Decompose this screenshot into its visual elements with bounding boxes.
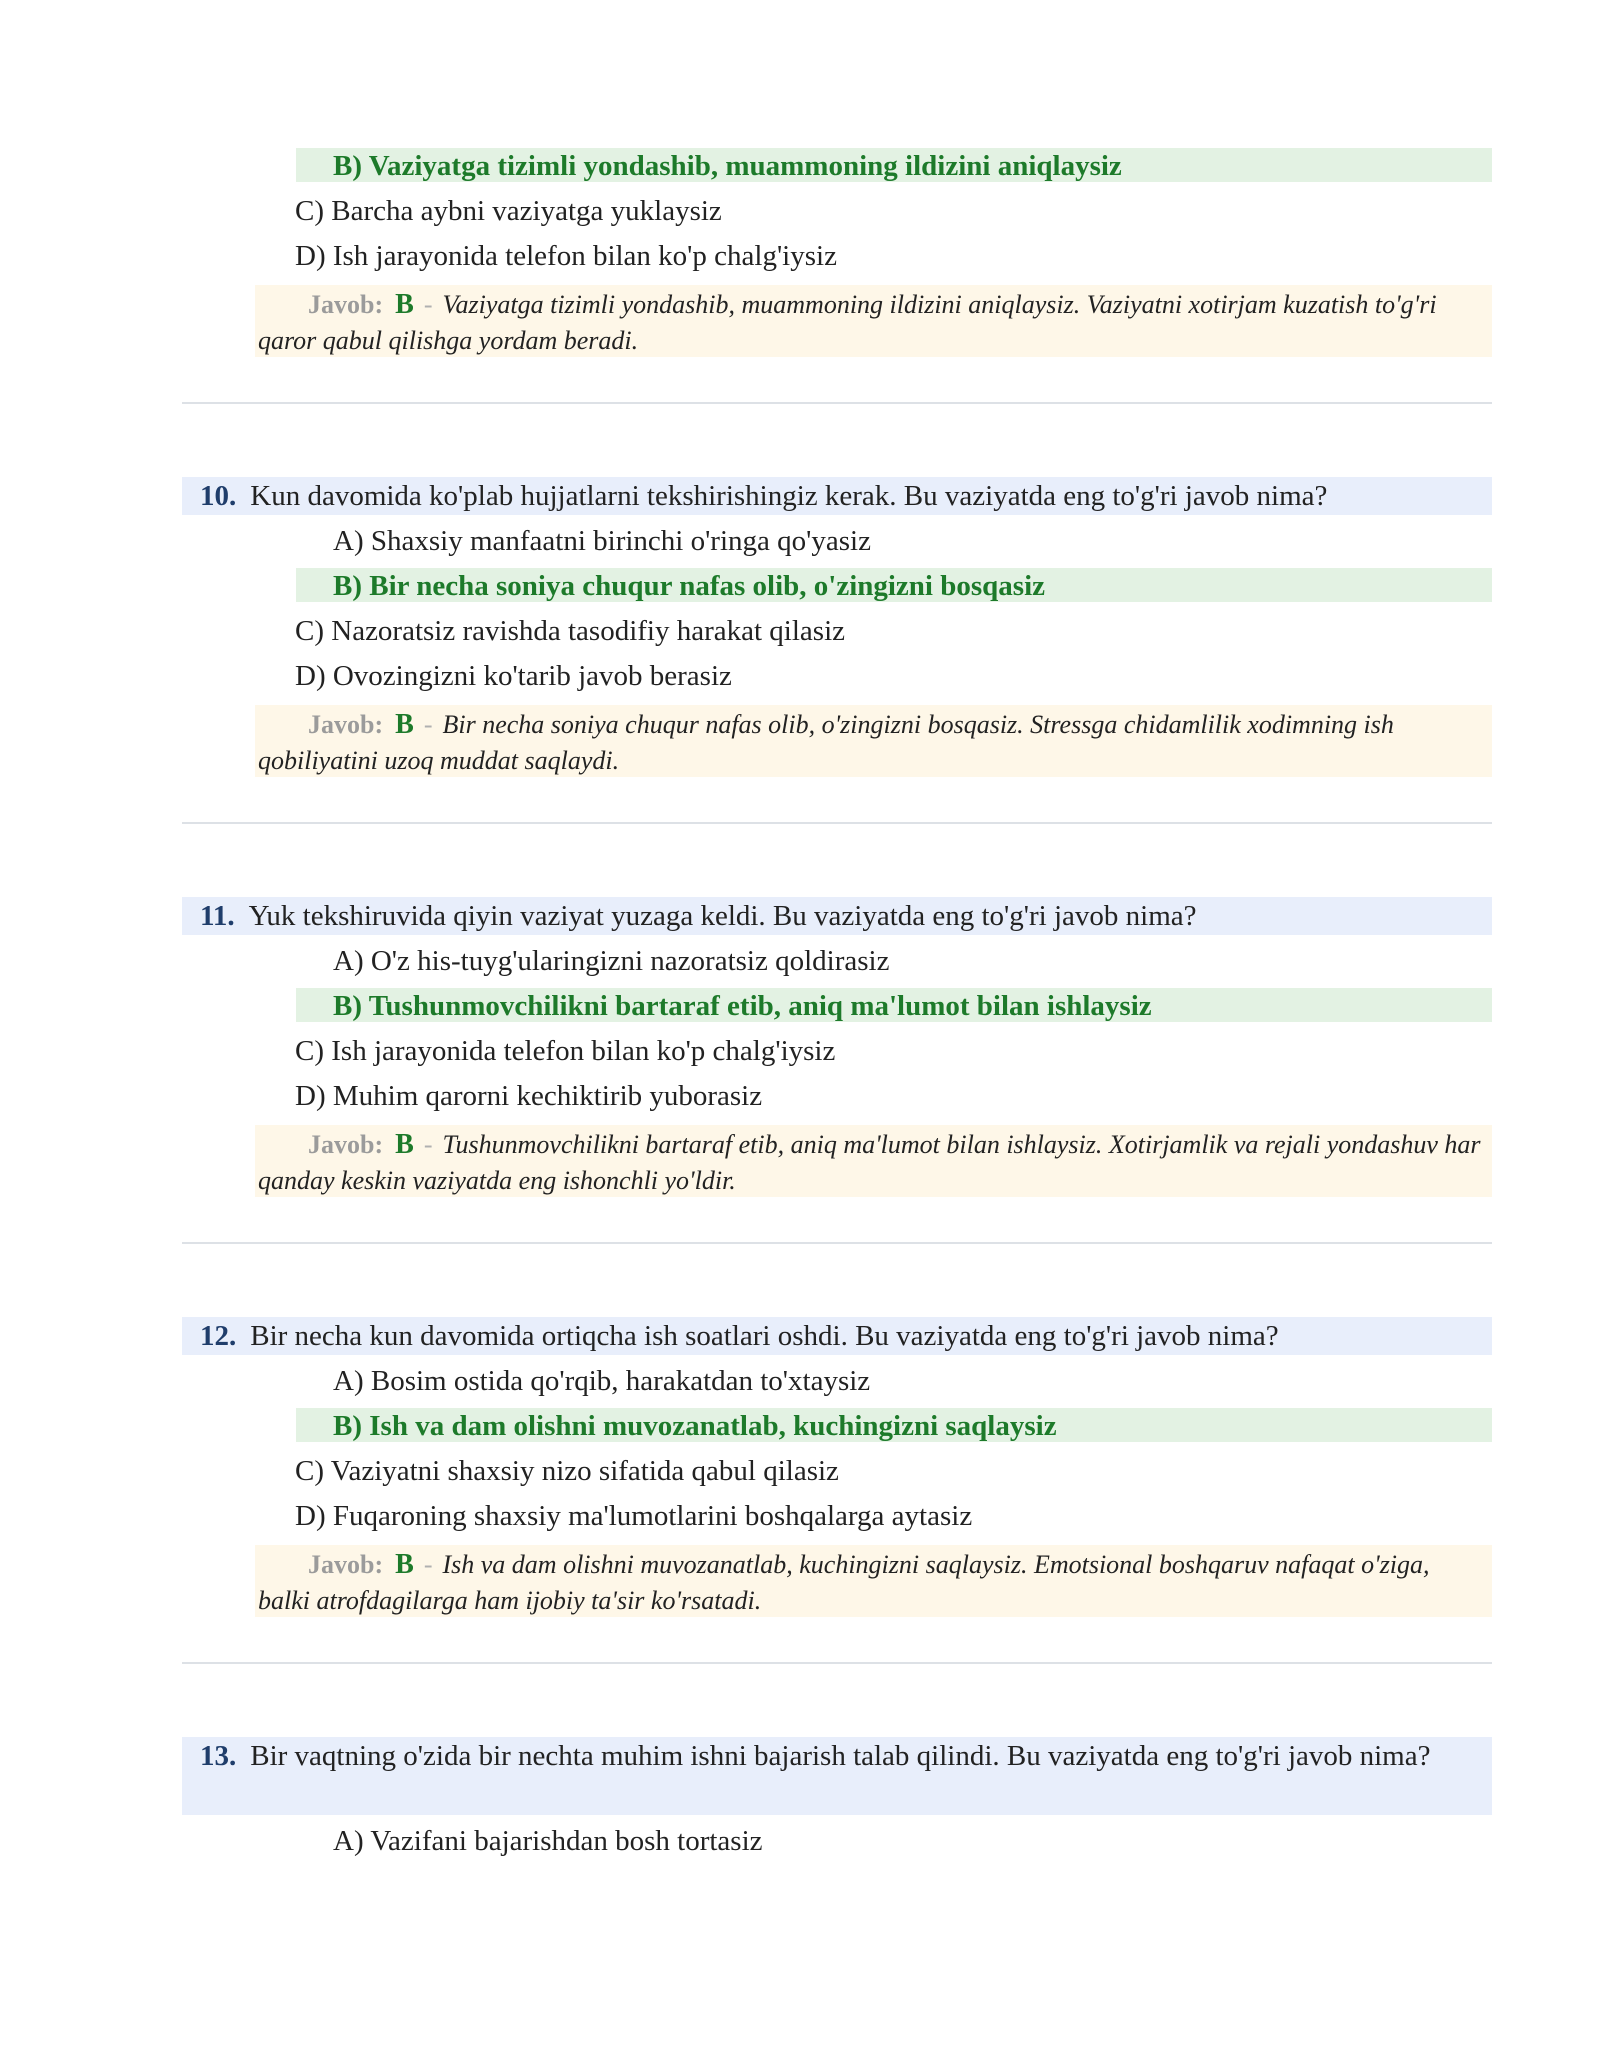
option: A) O'z his-tuyg'ularingizni nazoratsiz qoldirasiz bbox=[333, 945, 890, 977]
option: C) Nazoratsiz ravishda tasodifiy harakat qilasiz bbox=[295, 615, 845, 647]
answer-explanation bbox=[258, 707, 1486, 779]
answer-letter: B bbox=[395, 1129, 414, 1160]
option-correct: B) Bir necha soniya chuqur nafas olib, o'zingizni bosqasiz bbox=[333, 570, 1046, 602]
question-text: Kun davomida ko'plab hujjatlarni tekshirishingiz kerak. Bu vaziyatda eng to'g'ri javob nima? bbox=[250, 480, 1328, 512]
option: D) Fuqaroning shaxsiy ma'lumotlarini boshqalarga aytasiz bbox=[295, 1500, 973, 1532]
answer-text: Vaziyatga tizimli yondashib, muammoning ildizini aniqlaysiz. Vaziyatni xotirjam kuzatish to'g'ri qaror qabul qilishga yordam beradi. bbox=[258, 290, 1437, 355]
answer-label: Javob: bbox=[308, 290, 384, 319]
answer-explanation bbox=[258, 1547, 1486, 1619]
option-correct: B) Ish va dam olishni muvozanatlab, kuchingizni saqlaysiz bbox=[333, 1410, 1057, 1442]
option: C) Ish jarayonida telefon bilan ko'p chalg'iysiz bbox=[295, 1035, 836, 1067]
option: D) Ish jarayonida telefon bilan ko'p chalg'iysiz bbox=[295, 240, 837, 272]
answer-dash: - bbox=[423, 710, 433, 739]
section-divider bbox=[182, 1662, 1492, 1664]
question-10 bbox=[200, 476, 1327, 516]
answer-text: Bir necha soniya chuqur nafas olib, o'zingizni bosqasiz. Stressga chidamlilik xodimning ish qobiliyatini uzoq muddat saqlaydi. bbox=[258, 710, 1394, 775]
question-text: Bir necha kun davomida ortiqcha ish soatlari oshdi. Bu vaziyatda eng to'g'ri javob nima? bbox=[250, 1320, 1279, 1352]
question-11 bbox=[200, 896, 1197, 936]
section-divider bbox=[182, 822, 1492, 824]
option: C) Vaziyatni shaxsiy nizo sifatida qabul qilasiz bbox=[295, 1455, 839, 1487]
answer-dash: - bbox=[423, 1130, 433, 1159]
option-correct: B) Vaziyatga tizimli yondashib, muammoning ildizini aniqlaysiz bbox=[333, 150, 1122, 182]
question-number: 10. bbox=[200, 480, 237, 512]
question-12 bbox=[200, 1316, 1279, 1356]
question-number: 12. bbox=[200, 1320, 237, 1352]
answer-dash: - bbox=[423, 290, 433, 319]
answer-letter: B bbox=[395, 709, 414, 740]
question-number: 11. bbox=[200, 900, 235, 932]
answer-text: Ish va dam olishni muvozanatlab, kuchingizni saqlaysiz. Emotsional boshqaruv nafaqat o'ziga, balki atrofdagilarga ham ijobiy ta'sir ko'rsatadi. bbox=[258, 1550, 1430, 1615]
answer-letter: B bbox=[395, 1549, 414, 1580]
option: D) Muhim qarorni kechiktirib yuborasiz bbox=[295, 1080, 763, 1112]
answer-explanation bbox=[258, 1127, 1486, 1199]
option: A) Shaxsiy manfaatni birinchi o'ringa qo'yasiz bbox=[333, 525, 871, 557]
section-divider bbox=[182, 1242, 1492, 1244]
option: A) Bosim ostida qo'rqib, harakatdan to'xtaysiz bbox=[333, 1365, 871, 1397]
option: C) Barcha aybni vaziyatga yuklaysiz bbox=[295, 195, 722, 227]
answer-text: Tushunmovchilikni bartaraf etib, aniq ma'lumot bilan ishlaysiz. Xotirjamlik va rejali yondashuv har qanday keskin vaziyatda eng ishonchli yo'ldir. bbox=[258, 1130, 1481, 1195]
answer-label: Javob: bbox=[308, 1130, 384, 1159]
answer-dash: - bbox=[423, 1550, 433, 1579]
question-text: Bir vaqtning o'zida bir nechta muhim ishni bajarish talab qilindi. Bu vaziyatda eng to'g'ri javob nima? bbox=[250, 1740, 1431, 1772]
section-divider bbox=[182, 402, 1492, 404]
answer-explanation bbox=[258, 287, 1486, 359]
answer-letter: B bbox=[395, 289, 414, 320]
option-correct: B) Tushunmovchilikni bartaraf etib, aniq ma'lumot bilan ishlaysiz bbox=[333, 990, 1152, 1022]
option: A) Vazifani bajarishdan bosh tortasiz bbox=[333, 1825, 763, 1857]
question-13 bbox=[185, 1736, 1485, 1776]
question-number: 13. bbox=[200, 1740, 237, 1772]
answer-label: Javob: bbox=[308, 1550, 384, 1579]
option: D) Ovozingizni ko'tarib javob berasiz bbox=[295, 660, 732, 692]
question-text: Yuk tekshiruvida qiyin vaziyat yuzaga keldi. Bu vaziyatda eng to'g'ri javob nima? bbox=[248, 900, 1197, 932]
answer-label: Javob: bbox=[308, 710, 384, 739]
